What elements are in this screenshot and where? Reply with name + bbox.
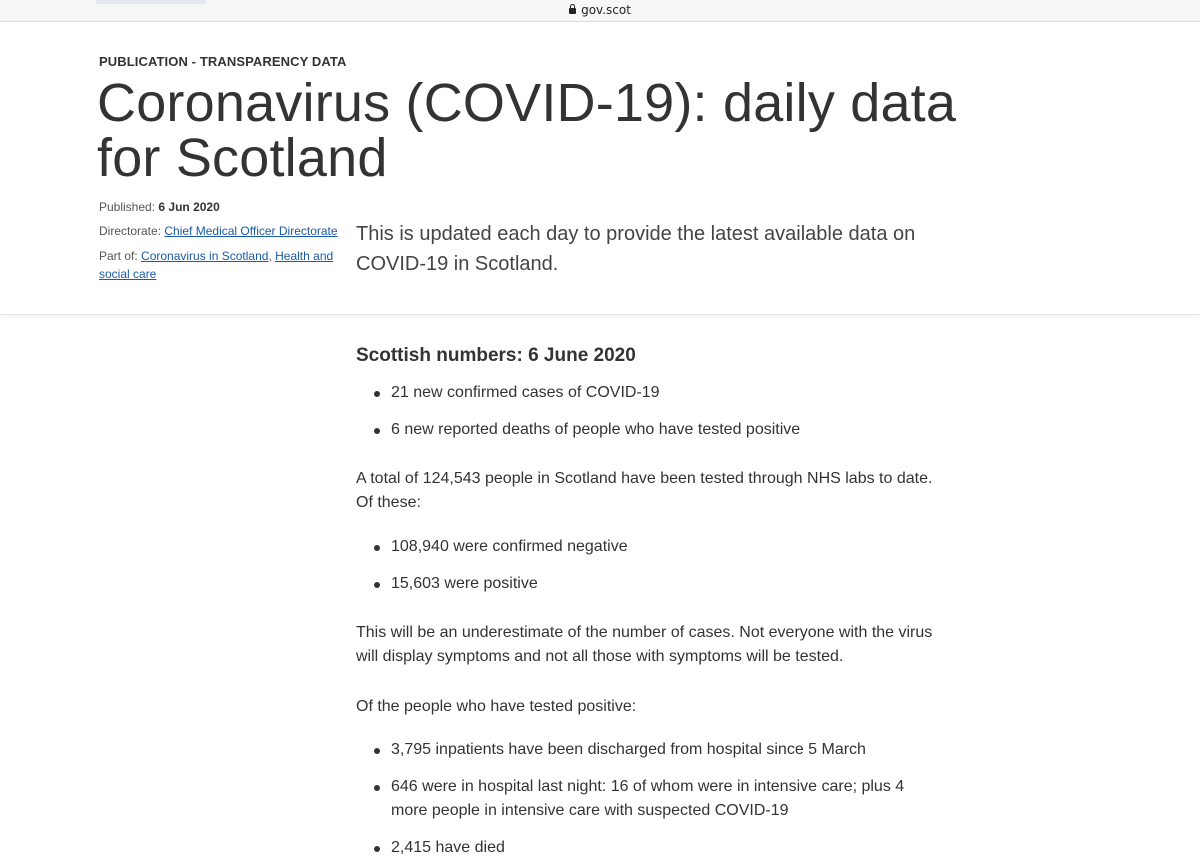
list-bullet: [374, 391, 380, 397]
positive-intro-paragraph: Of the people who have tested positive:: [356, 698, 637, 715]
list-bullet: [374, 846, 380, 852]
list-bullet: [374, 428, 380, 434]
lock-icon: [569, 8, 576, 14]
tested-paragraph: A total of 124,543 people in Scotland have been tested through NHS labs to date. Of these:: [356, 470, 933, 511]
list-item-new-deaths: 6 new reported deaths of people who have tested positive: [391, 421, 801, 438]
part-of-separator: ,: [268, 249, 272, 263]
page-title: Coronavirus (COVID-19): daily data for Scotland: [97, 73, 957, 188]
url-text: gov.scot: [581, 3, 631, 17]
directorate-link[interactable]: Chief Medical Officer Directorate: [164, 224, 338, 238]
page-header: [0, 22, 1200, 315]
scottish-numbers-heading: Scottish numbers: 6 June 2020: [356, 345, 636, 366]
page-summary: This is updated each day to provide the latest available data on COVID-19 in Scotland.: [356, 223, 916, 275]
directorate-label: Directorate:: [99, 224, 162, 238]
list-bullet: [374, 785, 380, 791]
part-of-meta: [99, 247, 339, 283]
list-bullet: [374, 582, 380, 588]
list-item-discharged: 3,795 inpatients have been discharged from hospital since 5 March: [391, 741, 866, 758]
list-item-died: 2,415 have died: [391, 839, 505, 856]
underestimate-paragraph: This will be an underestimate of the number of cases. Not everyone with the virus will display symptoms and not all those with symptoms will be tested.: [356, 624, 933, 665]
list-bullet: [374, 545, 380, 551]
directorate-meta: [99, 222, 339, 240]
published-meta: [99, 198, 339, 216]
coronavirus-in-scotland-link[interactable]: Coronavirus in Scotland: [141, 249, 269, 263]
list-item-negative: 108,940 were confirmed negative: [391, 538, 628, 555]
url-display[interactable]: [0, 3, 1200, 17]
publication-type-label: PUBLICATION - TRANSPARENCY DATA: [99, 54, 347, 69]
list-item-in-hospital: 646 were in hospital last night: 16 of whom were in intensive care; plus 4 more people in intensive care with suspected COVID-19: [391, 778, 905, 819]
list-item-new-cases: 21 new confirmed cases of COVID-19: [391, 384, 660, 401]
list-bullet: [374, 748, 380, 754]
browser-url-bar[interactable]: [0, 0, 1200, 22]
published-date: 6 Jun 2020: [158, 200, 220, 214]
part-of-label: Part of:: [99, 249, 138, 263]
published-label: Published:: [99, 200, 156, 214]
health-and-social-care-link[interactable]: Health and social care: [99, 249, 334, 281]
list-item-positive: 15,603 were positive: [391, 575, 538, 592]
